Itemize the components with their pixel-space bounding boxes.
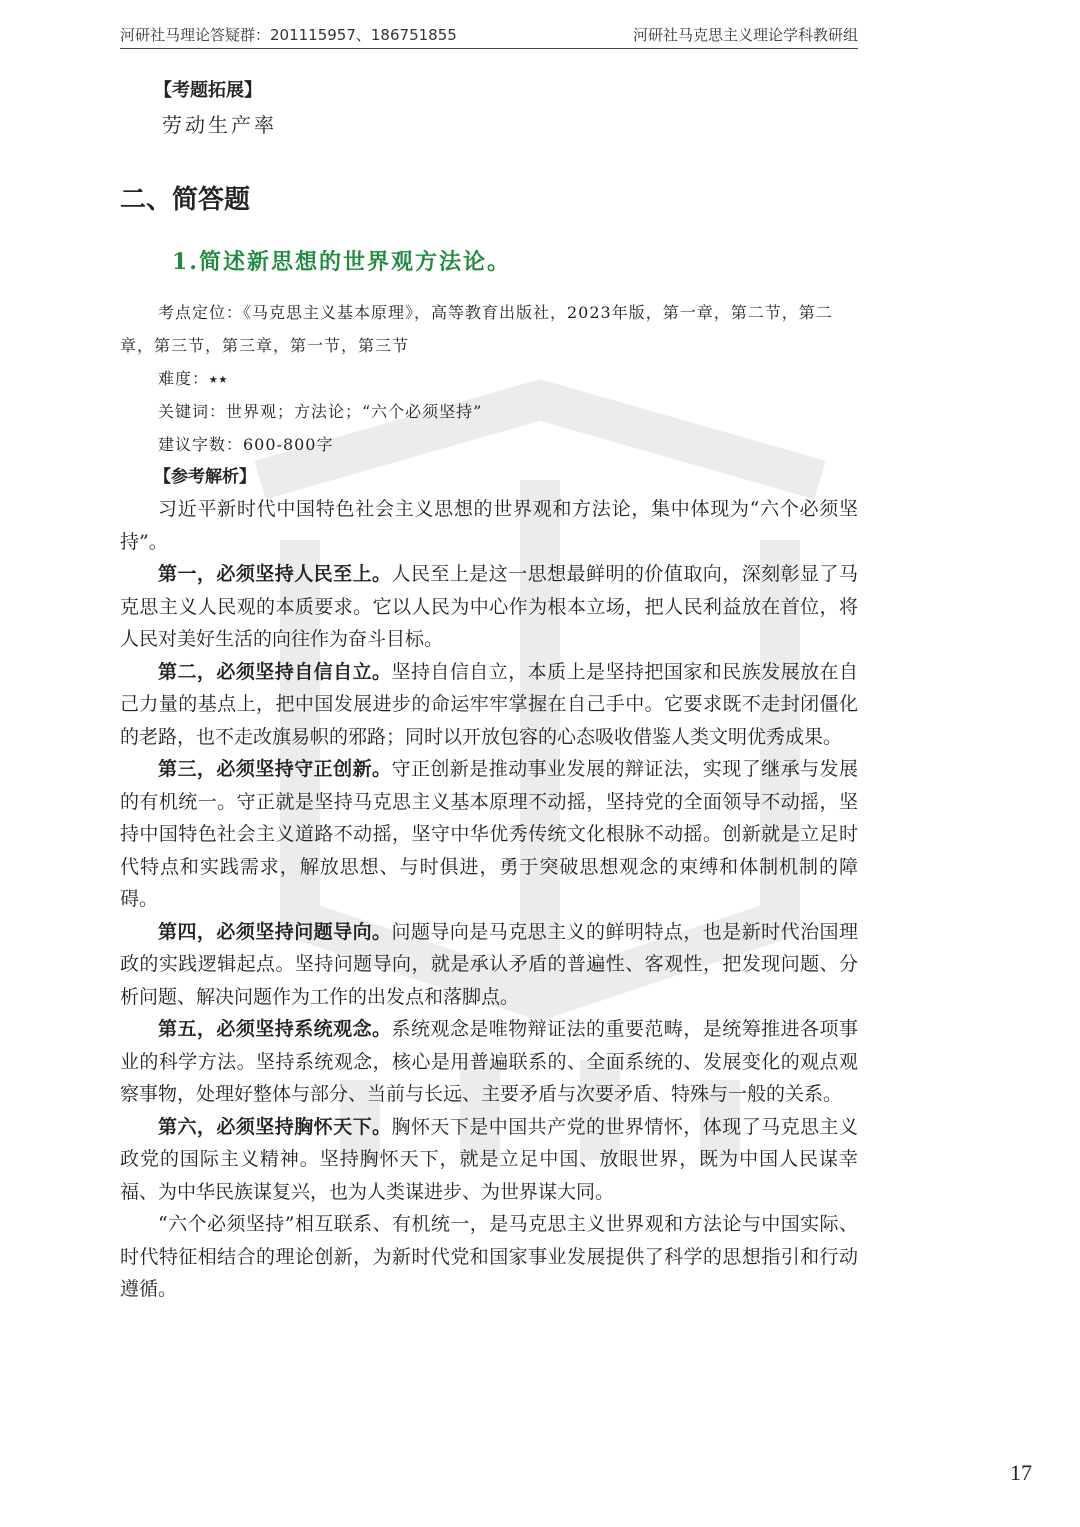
point-lead: 第六，必须坚持胸怀天下。 bbox=[158, 1115, 392, 1138]
analysis-point bbox=[120, 1111, 858, 1209]
analysis-point bbox=[120, 916, 858, 1014]
point-text: 问题导向是马克思主义的鲜明特点，也是新时代治国理政的实践逻辑起点。坚持问题导向，就是承认矛盾的普遍性、客观性，把发现问题、分析问题、解决问题作为工作的出发点和落脚点。 bbox=[120, 920, 858, 1008]
page-header bbox=[120, 20, 858, 49]
point-text: 系统观念是唯物辩证法的重要范畴，是统筹推进各项事业的科学方法。坚持系统观念，核心是用普遍联系的、全面系统的、发展变化的观点观察事物，处理好整体与部分、当前与长远、主要矛盾与次要矛盾、特殊与一般的关系。 bbox=[120, 1018, 858, 1105]
point-lead: 第五，必须坚持系统观念。 bbox=[158, 1018, 392, 1040]
question-location: 考点定位：《马克思主义基本原理》，高等教育出版社，2023年版，第一章，第二节，第二章，第三节，第三章，第一节，第三节 bbox=[120, 303, 833, 355]
point-lead: 第四，必须坚持问题导向。 bbox=[158, 920, 392, 943]
analysis-title: 【参考解析】 bbox=[154, 467, 256, 487]
point-text: 人民至上是这一思想最鲜明的价值取向，深刻彰显了马克思主义人民观的本质要求。它以人民为中心作为根本立场，把人民利益放在首位，将人民对美好生活的向往作为奋斗目标。 bbox=[120, 563, 858, 650]
point-text: 守正创新是推动事业发展的辩证法，实现了继承与发展的有机统一。守正就是坚持马克思主义基本原理不动摇，坚持党的全面领导不动摇，坚持中国特色社会主义道路不动摇，坚守中华优秀传统文化根脉不动摇。创新就是立足时代特点和实践需求，解放思想、与时俱进，勇于突破思想观念的束缚和体制机制的障碍。 bbox=[120, 758, 858, 910]
extension-title: 【考题拓展】 bbox=[154, 80, 262, 101]
section-title: 二、简答题 bbox=[120, 185, 251, 215]
analysis-conclusion: “六个必须坚持”相互联系、有机统一，是马克思主义世界观和方法论与中国实际、时代特征相结合的理论创新，为新时代党和国家事业发展提供了科学的思想指引和行动遵循。 bbox=[120, 1213, 858, 1300]
document-body bbox=[120, 78, 858, 1306]
header-left: 河研社马理论答疑群：201115957、186751855 bbox=[120, 25, 457, 44]
header-right: 河研社马克思主义理论学科教研组 bbox=[632, 25, 858, 44]
page-number: 17 bbox=[1010, 1460, 1032, 1485]
analysis-point bbox=[120, 1013, 858, 1111]
point-text: 胸怀天下是中国共产党的世界情怀，体现了马克思主义政党的国际主义精神。坚持胸怀天下，就是立足中国、放眼世界，既为中国人民谋幸福、为中华民族谋复兴，也为人类谋进步、为世界谋大同。 bbox=[120, 1115, 858, 1203]
point-lead: 第二，必须坚持自信自立。 bbox=[158, 660, 392, 683]
analysis-point bbox=[120, 656, 858, 754]
question-word-count: 建议字数：600-800字 bbox=[158, 435, 334, 454]
extension-body: 劳动生产率 bbox=[162, 113, 277, 137]
question-keywords: 关键词：世界观；方法论；“六个必须坚持” bbox=[158, 402, 483, 421]
point-lead: 第三，必须坚持守正创新。 bbox=[158, 758, 392, 780]
analysis-point bbox=[120, 753, 858, 916]
point-lead: 第一，必须坚持人民至上。 bbox=[158, 563, 392, 585]
point-text: 坚持自信自立，本质上是坚持把国家和民族发展放在自己力量的基点上，把中国发展进步的命运牢牢掌握在自己手中。它要求既不走封闭僵化的老路，也不走改旗易帜的邪路；同时以开放包容的心态吸收借鉴人类文明优秀成果。 bbox=[120, 660, 858, 748]
analysis-intro: 习近平新时代中国特色社会主义思想的世界观和方法论，集中体现为“六个必须坚持”。 bbox=[120, 498, 858, 553]
analysis-point bbox=[120, 558, 858, 656]
question-difficulty: 难度：⭑⭑ bbox=[158, 369, 229, 388]
question-title: 1.简述新思想的世界观方法论。 bbox=[172, 249, 511, 275]
